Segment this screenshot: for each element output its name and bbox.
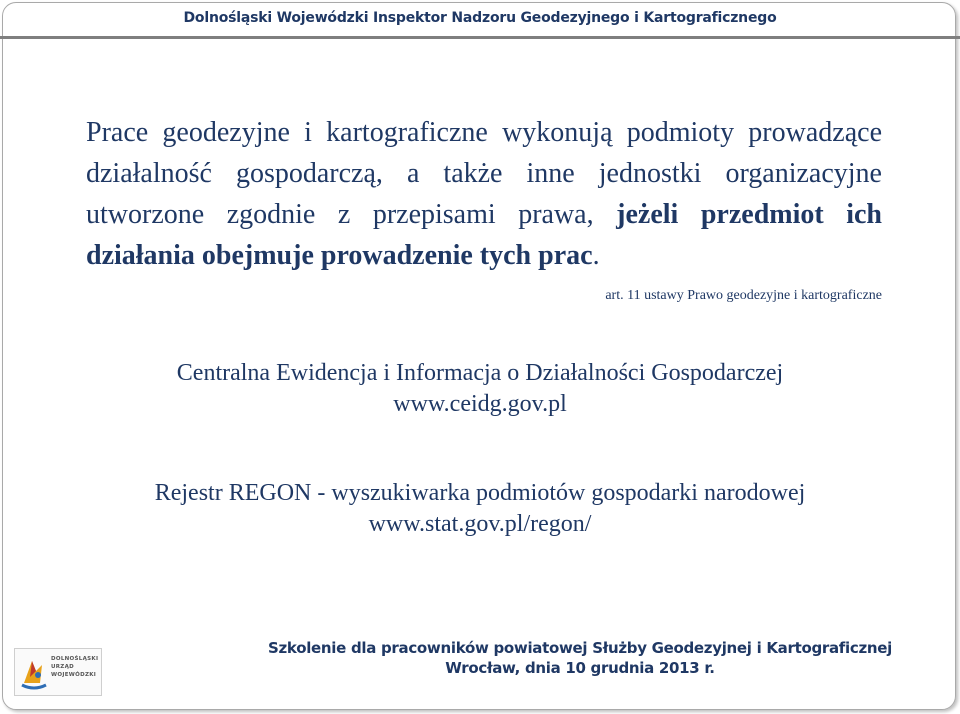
eagle-emblem-icon bbox=[18, 653, 50, 693]
footer bbox=[200, 638, 960, 678]
office-logo bbox=[14, 648, 102, 696]
quote-end-text: . bbox=[592, 240, 600, 271]
quote-bold-text: jeżeli przedmiot ich działania obejmuje prowadzenie tych prac bbox=[86, 199, 882, 271]
header-title: Dolnośląski Wojewódzki Inspektor Nadzoru Geodezyjnego i Kartograficznego bbox=[183, 10, 777, 26]
slide-frame bbox=[2, 2, 956, 710]
logo-line-1: DOLNOŚLĄSKI bbox=[51, 656, 99, 662]
logo-line-2: URZĄD bbox=[51, 664, 75, 670]
header-divider bbox=[0, 36, 960, 39]
quote-source: art. 11 ustawy Prawo geodezyjne i kartograficzne bbox=[605, 288, 882, 303]
logo-text bbox=[51, 655, 101, 679]
register-regon-name: Rejestr REGON - wyszukiwarka podmiotów gospodarki narodowej bbox=[154, 480, 806, 506]
register-regon-url[interactable]: www.stat.gov.pl/regon/ bbox=[368, 511, 592, 537]
footer-line-2: Wrocław, dnia 10 grudnia 2013 r. bbox=[445, 659, 715, 677]
register-ceidg-name: Centralna Ewidencja i Informacja o Działalności Gospodarczej bbox=[176, 360, 784, 386]
logo-line-3: WOJEWÓDZKI bbox=[51, 672, 97, 678]
register-regon bbox=[0, 478, 960, 540]
quote-normal-text: Prace geodezyjne i kartograficzne wykonują podmioty prowadzące działalność gospodarczą, a także inne jednostki organizacyjne utworzone zgodnie z przepisami prawa, bbox=[86, 117, 882, 230]
register-ceidg bbox=[0, 358, 960, 420]
register-ceidg-url[interactable]: www.ceidg.gov.pl bbox=[393, 391, 567, 417]
footer-line-1: Szkolenie dla pracowników powiatowej Służby Geodezyjnej i Kartograficznej bbox=[268, 639, 892, 657]
legal-quote bbox=[86, 112, 882, 276]
